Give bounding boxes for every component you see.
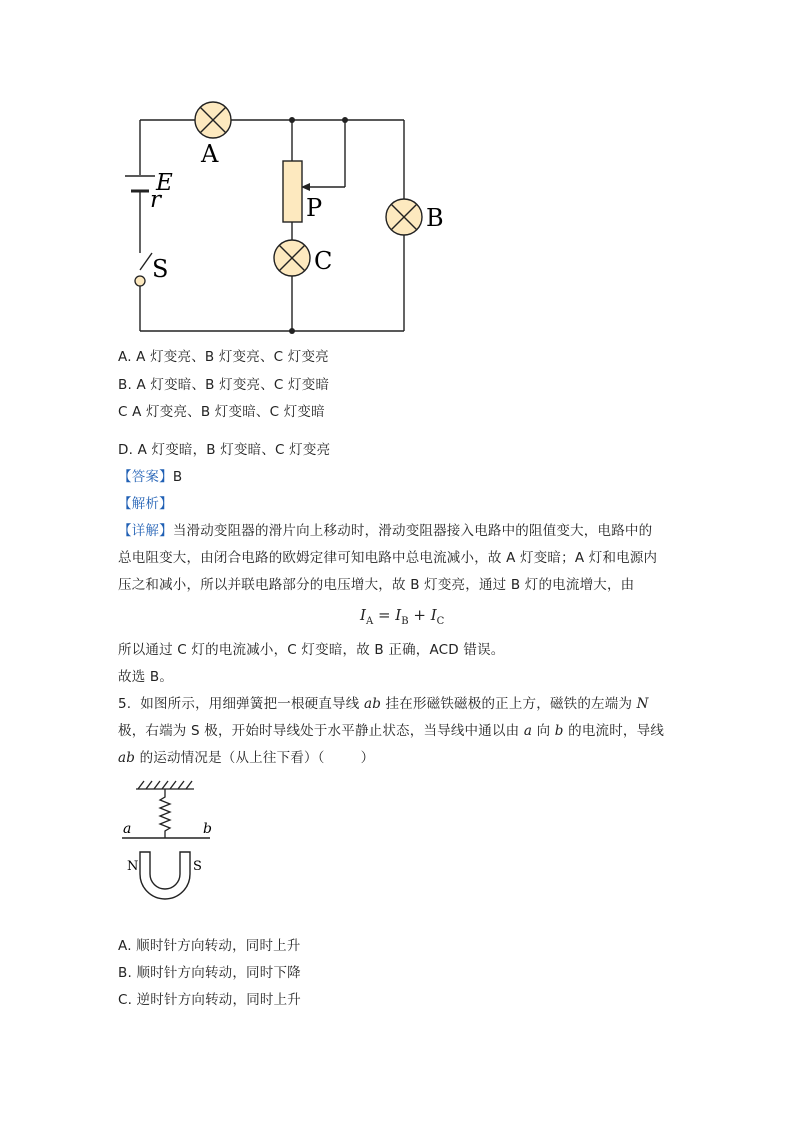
formula-t1-sub: B [401, 616, 409, 627]
label-b: B [426, 204, 444, 232]
q5-var-ab: ab [118, 750, 136, 766]
detail-line-2: 总电阻变大，由闭合电路的欧姆定律可知电路中总电流减小，故 A 灯变暗；A 灯和电源内 [118, 550, 658, 566]
label-north: N [127, 859, 139, 874]
q4-option-c: C A 灯变亮、B 灯变暗、C 灯变暗 [118, 404, 325, 420]
circuit-diagram [0, 0, 794, 345]
label-e: E [156, 170, 173, 196]
conclusion: 故选 B。 [118, 669, 174, 685]
junction-dot [289, 117, 295, 123]
switch-contact [135, 276, 145, 286]
spring [160, 789, 170, 838]
answer-value: B [172, 469, 183, 485]
u-magnet [140, 852, 190, 899]
lamp-c [274, 240, 310, 276]
formula-t1: I [395, 606, 402, 624]
q5-var-b: b [554, 723, 564, 739]
detail-tag: 【详解】 [118, 523, 173, 539]
q4-option-a: A. A 灯变亮、B 灯变亮、C 灯变亮 [118, 349, 329, 365]
lamp-a [195, 102, 231, 138]
magnet-diagram [110, 775, 230, 910]
label-b: b [203, 821, 212, 837]
junction-dot [289, 328, 295, 334]
junction-dot [342, 117, 348, 123]
label-south: S [193, 859, 202, 874]
label-a: a [123, 821, 132, 837]
formula-eq: = [373, 606, 396, 624]
rheostat [283, 161, 302, 222]
q5-option-a: A. 顺时针方向转动，同时上升 [118, 938, 301, 954]
q5-stem-line-1 [118, 694, 649, 714]
detail-line-1 [118, 521, 652, 541]
label-p: P [306, 194, 323, 222]
q5-text: 5. 如图所示，用细弹簧把一根硬直导线 [118, 696, 364, 712]
q5-option-c: C. 逆时针方向转动，同时上升 [118, 992, 302, 1008]
formula-t2: I [430, 606, 437, 624]
answer-tag: 【答案】 [118, 469, 173, 485]
analysis-tag: 【解析】 [118, 496, 173, 512]
label-s: S [152, 255, 169, 283]
label-c: C [314, 247, 333, 275]
q5-text: 的运动情况是（从上往下看）（ ） [135, 750, 375, 766]
label-a: A [201, 140, 219, 168]
q5-text: 向 [532, 723, 555, 739]
q5-stem-line-3 [118, 748, 374, 768]
lamp-b [386, 199, 422, 235]
q5-var-n: N [636, 696, 649, 712]
q5-var-ab: ab [363, 696, 382, 712]
formula-lhs-sub: A [365, 616, 374, 627]
q5-text: 挂在形磁铁磁极的正上方，磁铁的左端为 [381, 696, 637, 712]
q4-option-b: B. A 灯变暗、B 灯变亮、C 灯变暗 [118, 377, 330, 393]
q5-text: 的电流时，导线 [563, 723, 665, 739]
answer-line [118, 467, 182, 487]
label-r: r [150, 187, 161, 213]
current-formula [360, 606, 444, 627]
formula-plus: + [408, 606, 431, 624]
formula-lhs: I [360, 606, 366, 624]
q5-stem-line-2 [118, 721, 664, 741]
q5-text: 极，右端为 S 极，开始时导线处于水平静止状态，当导线中通以由 [118, 723, 524, 739]
detail-line-4: 所以通过 C 灯的电流减小，C 灯变暗，故 B 正确，ACD 错误。 [118, 642, 505, 658]
detail-line-3: 压之和减小，所以并联电路部分的电压增大，故 B 灯变亮，通过 B 灯的电流增大，由 [118, 577, 635, 593]
ceiling-hatch [138, 781, 192, 789]
q5-var-a: a [523, 723, 533, 739]
q5-option-b: B. 顺时针方向转动，同时下降 [118, 965, 301, 981]
switch-blade [140, 253, 152, 270]
formula-t2-sub: C [436, 616, 445, 627]
detail-text-1: 当滑动变阻器的滑片向上移动时，滑动变阻器接入电路中的阻值变大，电路中的 [172, 523, 653, 539]
q4-option-d: D. A 灯变暗，B 灯变暗、C 灯变亮 [118, 442, 331, 458]
